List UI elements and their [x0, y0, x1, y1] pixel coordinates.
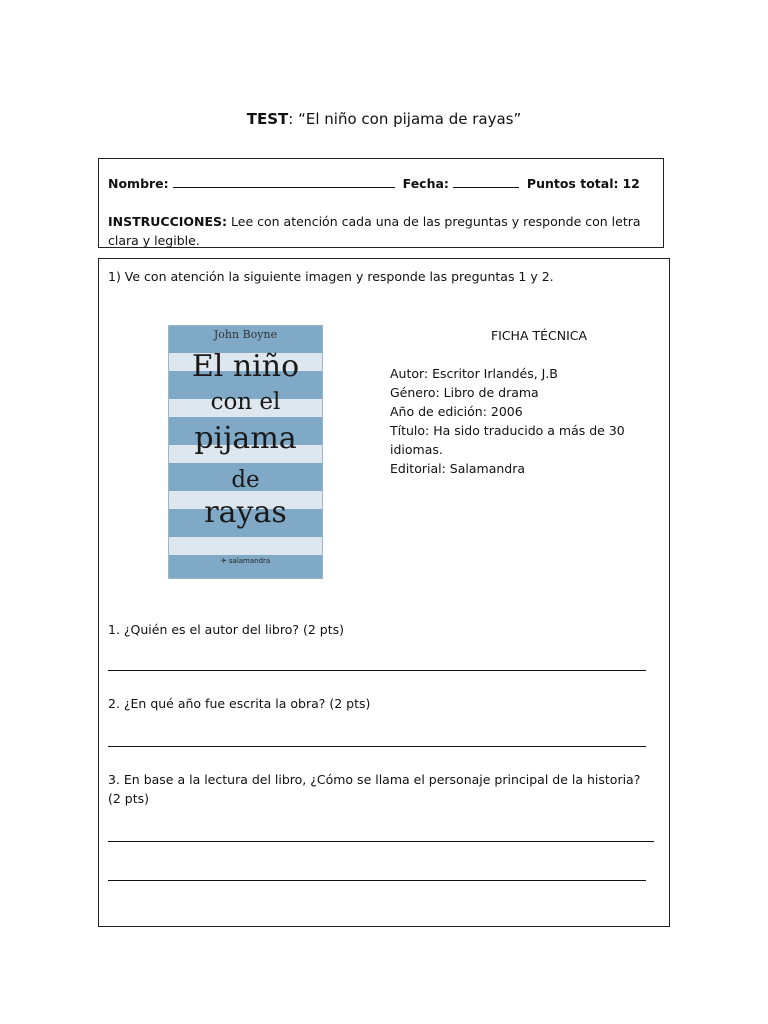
- ficha-author: Autor: Escritor Irlandés, J.B: [390, 366, 558, 381]
- cover-title-line-4: de: [231, 467, 260, 493]
- instructions-text: Lee con atención cada una de las preguntas y responde con letra clara y legible.: [108, 214, 641, 248]
- name-label: Nombre:: [108, 176, 169, 191]
- ficha-year: Año de edición: 2006: [390, 404, 523, 419]
- points-label: Puntos total:: [526, 176, 619, 191]
- answer-line-2[interactable]: [108, 746, 646, 747]
- question-1: 1. ¿Quién es el autor del libro? (2 pts): [108, 622, 345, 637]
- image-prompt: 1) Ve con atención la siguiente imagen y responde las preguntas 1 y 2.: [108, 269, 554, 284]
- ficha-tecnica: [390, 364, 630, 478]
- cover-title-line-5: rayas: [204, 495, 287, 530]
- ficha-title-info: Título: Ha sido traducido a más de 30 idiomas.: [390, 423, 625, 457]
- answer-line-1[interactable]: [108, 670, 646, 671]
- question-2: 2. ¿En qué año fue escrita la obra? (2 pts): [108, 696, 371, 711]
- name-blank[interactable]: [173, 175, 395, 188]
- points-value: 12: [622, 176, 640, 191]
- ficha-genre: Género: Libro de drama: [390, 385, 539, 400]
- date-blank[interactable]: [453, 175, 519, 188]
- cover-author: John Boyne: [213, 328, 278, 341]
- ficha-tecnica-title: FICHA TÉCNICA: [490, 328, 588, 343]
- answer-line-3a[interactable]: [108, 841, 654, 842]
- student-info-line: [108, 175, 640, 191]
- test-book-title: : “El niño con pijama de rayas”: [288, 110, 522, 128]
- answer-line-3b[interactable]: [108, 880, 646, 881]
- questions-box: [98, 258, 670, 927]
- book-cover-image: [168, 325, 323, 579]
- instructions-label: INSTRUCCIONES:: [108, 214, 228, 229]
- instructions: [108, 212, 658, 250]
- question-3: 3. En base a la lectura del libro, ¿Cómo se llama el personaje principal de la historia? (2 pts): [108, 772, 641, 806]
- student-info-box: [98, 158, 664, 248]
- test-label: TEST: [246, 110, 289, 128]
- date-label: Fecha:: [402, 176, 449, 191]
- ficha-publisher: Editorial: Salamandra: [390, 461, 526, 476]
- cover-title-line-1: El niño: [191, 349, 300, 384]
- cover-title-line-2: con el: [210, 389, 281, 415]
- cover-publisher: [168, 557, 323, 565]
- publisher-logo-icon: ✈: [220, 557, 227, 565]
- cover-title-line-3: pijama: [194, 421, 297, 456]
- test-title: [0, 110, 768, 128]
- cover-publisher-name: salamandra: [228, 557, 271, 565]
